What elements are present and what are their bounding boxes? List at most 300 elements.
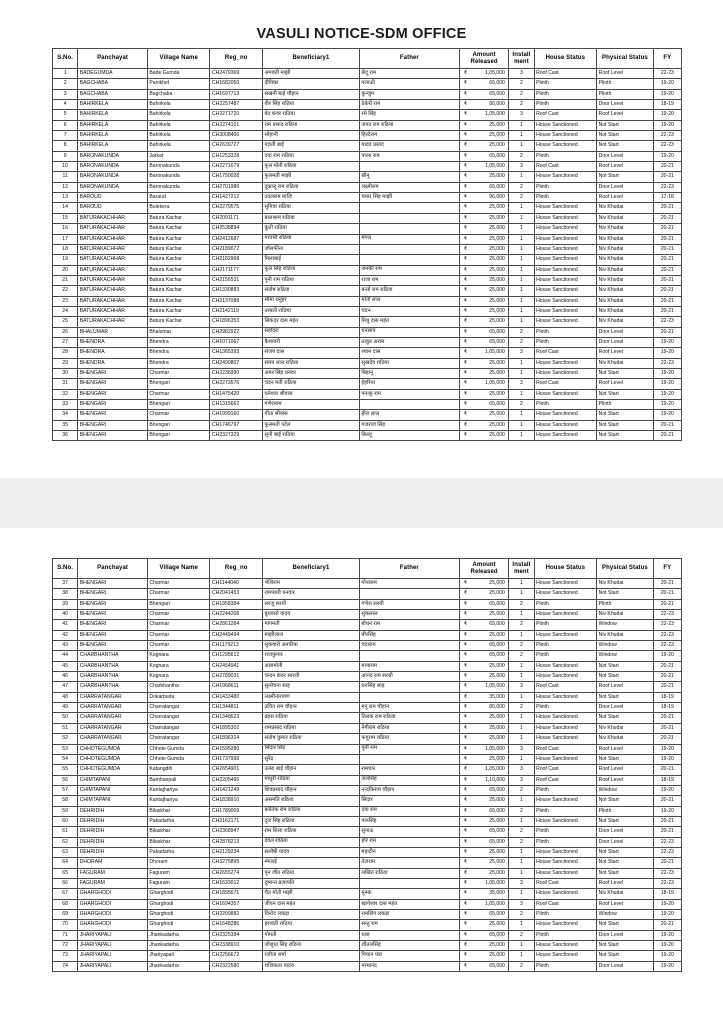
- cell-sno: 58: [53, 796, 78, 806]
- table-row: [53, 172, 682, 182]
- cell-fy: 20-21: [653, 599, 681, 609]
- table-row: [53, 713, 682, 723]
- cell-village: Bhengari: [147, 431, 210, 441]
- cell-amount-released: [459, 317, 508, 327]
- cell-amount-released: [459, 672, 508, 682]
- cell-father: नेगीराम राठिया: [359, 723, 459, 733]
- cell-panchayat: CHARBHANTHA: [78, 682, 148, 692]
- cell-village: Jhariyapali: [147, 951, 210, 961]
- table-row: [53, 899, 682, 909]
- col-header-beneficiary: Beneficiary1: [262, 49, 359, 69]
- cell-fy: 19-20: [653, 744, 681, 754]
- cell-regno: CH1433480: [210, 692, 263, 702]
- currency-symbol: ₹: [463, 111, 468, 118]
- cell-beneficiary: संतोष राठिया: [262, 286, 359, 296]
- cell-amount-released: [459, 796, 508, 806]
- cell-village: Batura Kachar: [147, 275, 210, 285]
- amount-value: 25,000: [489, 287, 505, 294]
- cell-panchayat: BHENGARI: [78, 410, 148, 420]
- currency-symbol: ₹: [463, 90, 468, 97]
- cell-father: परमानंद: [359, 961, 459, 971]
- cell-village: Bhendra: [147, 358, 210, 368]
- cell-village: Batura Kachar: [147, 296, 210, 306]
- cell-panchayat: BHENGARI: [78, 431, 148, 441]
- cell-fy: 18-19: [653, 703, 681, 713]
- cell-physical-status: Door Level: [597, 100, 654, 110]
- col-header-beneficiary: Beneficiary1: [262, 559, 359, 579]
- cell-beneficiary: चंदन मती राठिया: [262, 379, 359, 389]
- cell-beneficiary: सलोषी यादव: [262, 847, 359, 857]
- table-row: [53, 920, 682, 930]
- cell-beneficiary: गीता श्रीवास: [262, 410, 359, 420]
- cell-installment: 1: [509, 692, 534, 702]
- cell-installment: 2: [509, 151, 534, 161]
- table-row: [53, 889, 682, 899]
- cell-fy: 19-20: [653, 379, 681, 389]
- cell-father: दया राम: [359, 806, 459, 816]
- cell-village: Pakadarha: [147, 816, 210, 826]
- cell-father: मोती लाल: [359, 296, 459, 306]
- cell-installment: 1: [509, 713, 534, 723]
- cell-beneficiary: धनेश्वर श्रीवास: [262, 389, 359, 399]
- cell-father: चमार सिंह माझी: [359, 193, 459, 203]
- cell-beneficiary: समय लाल राठिया: [262, 358, 359, 368]
- currency-symbol: ₹: [463, 859, 468, 866]
- cell-fy: 19-20: [653, 785, 681, 795]
- cell-village: Chhote Gumda: [147, 744, 210, 754]
- cell-panchayat: BHENDRA: [78, 337, 148, 347]
- cell-installment: 3: [509, 348, 534, 358]
- cell-installment: 1: [509, 723, 534, 733]
- cell-installment: 2: [509, 641, 534, 651]
- cell-regno: CH1968611: [210, 682, 263, 692]
- cell-regno: CH2273576: [210, 379, 263, 389]
- cell-beneficiary: गोमती: [262, 930, 359, 940]
- cell-regno: CH2189072: [210, 244, 263, 254]
- cell-installment: 1: [509, 306, 534, 316]
- cell-physical-status: Window: [597, 620, 654, 630]
- cell-installment: 2: [509, 930, 534, 940]
- cell-amount-released: [459, 899, 508, 909]
- cell-amount-released: [459, 368, 508, 378]
- cell-physical-status: Roof Level: [597, 348, 654, 358]
- cell-amount-released: [459, 141, 508, 151]
- cell-regno: CH2322580: [210, 961, 263, 971]
- cell-house-status: Roof Cast: [534, 775, 597, 785]
- cell-installment: 2: [509, 806, 534, 816]
- cell-fy: 20-21: [653, 265, 681, 275]
- col-header-regno: Reg_no: [210, 49, 263, 69]
- cell-father: राजा राम: [359, 275, 459, 285]
- col-header-panchayat: Panchayat: [78, 49, 148, 69]
- cell-physical-status: Roof Level: [597, 765, 654, 775]
- cell-physical-status: Niv Khudai: [597, 296, 654, 306]
- cell-panchayat: BAHIRKELA: [78, 131, 148, 141]
- cell-beneficiary: रंजीता शर्मा: [262, 951, 359, 961]
- amount-value: 1,05,000: [485, 70, 505, 76]
- cell-installment: 1: [509, 589, 534, 599]
- cell-regno: CH1344811: [210, 703, 263, 713]
- cell-amount-released: [459, 110, 508, 120]
- amount-value: 65,000: [489, 828, 505, 835]
- cell-physical-status: Roof Level: [597, 878, 654, 888]
- cell-house-status: Plinth: [534, 151, 597, 161]
- cell-regno: CH2479369: [210, 69, 263, 79]
- table-row: [53, 682, 682, 692]
- cell-fy: 22-23: [653, 847, 681, 857]
- cell-installment: 1: [509, 796, 534, 806]
- cell-amount-released: [459, 930, 508, 940]
- cell-physical-status: Not Start: [597, 120, 654, 130]
- cell-amount-released: [459, 410, 508, 420]
- cell-sno: 53: [53, 744, 78, 754]
- cell-father: चंदन: [359, 306, 459, 316]
- cell-fy: 19-20: [653, 899, 681, 909]
- cell-house-status: House Sanctioned: [534, 431, 597, 441]
- cell-installment: 2: [509, 89, 534, 99]
- cell-house-status: Roof Cast: [534, 69, 597, 79]
- cell-installment: 3: [509, 878, 534, 888]
- cell-sno: 24: [53, 306, 78, 316]
- cell-panchayat: BHENGARI: [78, 389, 148, 399]
- col-header-fy: FY: [653, 49, 681, 69]
- cell-amount-released: [459, 400, 508, 410]
- cell-installment: 1: [509, 420, 534, 430]
- cell-sno: 71: [53, 930, 78, 940]
- currency-symbol: ₹: [463, 256, 468, 263]
- cell-house-status: House Sanctioned: [534, 579, 597, 589]
- cell-fy: 20-21: [653, 589, 681, 599]
- table-row: [53, 661, 682, 671]
- amount-value: 65,000: [489, 931, 505, 938]
- cell-village: Gharghodi: [147, 889, 210, 899]
- cell-village: Bamhanpali: [147, 775, 210, 785]
- cell-physical-status: Not Start: [597, 389, 654, 399]
- cell-sno: 69: [53, 910, 78, 920]
- cell-installment: 1: [509, 131, 534, 141]
- cell-sno: 41: [53, 620, 78, 630]
- table-row: [53, 337, 682, 347]
- cell-beneficiary: रामप्यारी धनवार: [262, 589, 359, 599]
- cell-panchayat: GHARGHODI: [78, 889, 148, 899]
- cell-panchayat: BATURAKACHHAR: [78, 224, 148, 234]
- cell-fy: 20-21: [653, 224, 681, 234]
- currency-symbol: ₹: [463, 962, 468, 969]
- col-header-amount-line1: Amount: [472, 562, 496, 569]
- table-row: [53, 765, 682, 775]
- cell-house-status: Plinth: [534, 837, 597, 847]
- table-row: [53, 878, 682, 888]
- currency-symbol: ₹: [463, 807, 468, 814]
- cell-sno: 55: [53, 765, 78, 775]
- cell-amount-released: [459, 713, 508, 723]
- cell-installment: 1: [509, 275, 534, 285]
- cell-physical-status: Niv Khudai: [597, 213, 654, 223]
- cell-house-status: Plinth: [534, 930, 597, 940]
- cell-house-status: Plinth: [534, 785, 597, 795]
- cell-regno: CH2982922: [210, 327, 263, 337]
- currency-symbol: ₹: [463, 848, 468, 855]
- cell-amount-released: [459, 389, 508, 399]
- amount-value: 25,000: [489, 297, 505, 304]
- cell-panchayat: FAGURAM: [78, 878, 148, 888]
- cell-village: Charmar: [147, 641, 210, 651]
- cell-sno: 65: [53, 868, 78, 878]
- cell-regno: CH2454941: [210, 661, 263, 671]
- cell-installment: 2: [509, 703, 534, 713]
- cell-fy: 19-20: [653, 348, 681, 358]
- cell-fy: 22-23: [653, 131, 681, 141]
- cell-fy: 19-20: [653, 754, 681, 764]
- cell-physical-status: Niv Khudai: [597, 234, 654, 244]
- cell-regno: CH1838910: [210, 796, 263, 806]
- cell-regno: CH2209882: [210, 910, 263, 920]
- cell-sno: 68: [53, 899, 78, 909]
- currency-symbol: ₹: [463, 421, 468, 428]
- table-body-page-1: [53, 69, 682, 441]
- cell-house-status: Plinth: [534, 620, 597, 630]
- header-row: [53, 559, 682, 579]
- cell-regno: CH1682050: [210, 79, 263, 89]
- amount-value: 25,000: [489, 848, 505, 855]
- cell-regno: CH1633012: [210, 878, 263, 888]
- cell-beneficiary: कुंती राठिया: [262, 224, 359, 234]
- cell-house-status: House Sanctioned: [534, 368, 597, 378]
- cell-village: Bilaskhar: [147, 827, 210, 837]
- cell-house-status: House Sanctioned: [534, 275, 597, 285]
- cell-fy: 22-23: [653, 620, 681, 630]
- currency-symbol: ₹: [463, 580, 468, 586]
- col-header-physical-status: Physical Status: [597, 49, 654, 69]
- cell-father: छेदू राम: [359, 69, 459, 79]
- cell-panchayat: BARONAKUNDA: [78, 162, 148, 172]
- cell-village: Pakadarha: [147, 847, 210, 857]
- cell-sno: 73: [53, 951, 78, 961]
- cell-installment: 1: [509, 203, 534, 213]
- cell-sno: 15: [53, 213, 78, 223]
- amount-value: 25,000: [489, 590, 505, 597]
- cell-sno: 1: [53, 69, 78, 79]
- col-header-installment-line2: ment: [514, 58, 529, 65]
- cell-house-status: House Sanctioned: [534, 265, 597, 275]
- cell-amount-released: [459, 120, 508, 130]
- amount-value: 25,000: [489, 942, 505, 949]
- cell-father: कुन्जुम: [359, 89, 459, 99]
- cell-father: जलसिंह: [359, 775, 459, 785]
- vasuli-table-page-2: [52, 558, 682, 972]
- cell-village: Jhankadarha: [147, 961, 210, 971]
- cell-village: Bilaskhar: [147, 837, 210, 847]
- cell-sno: 35: [53, 420, 78, 430]
- cell-installment: 1: [509, 579, 534, 589]
- cell-village: Batura Kachar: [147, 286, 210, 296]
- cell-panchayat: BATURAKACHHAR: [78, 265, 148, 275]
- cell-panchayat: BATURAKACHHAR: [78, 255, 148, 265]
- cell-physical-status: Plinth: [597, 806, 654, 816]
- amount-value: 65,000: [489, 90, 505, 97]
- cell-amount-released: [459, 69, 508, 79]
- cell-panchayat: BHENGARI: [78, 599, 148, 609]
- cell-beneficiary: गणेशराम: [262, 400, 359, 410]
- cell-fy: 22-23: [653, 317, 681, 327]
- cell-physical-status: Niv Khudai: [597, 224, 654, 234]
- cell-beneficiary: उचित राम चौहान: [262, 703, 359, 713]
- cell-sno: 37: [53, 579, 78, 589]
- cell-village: Bahirkela: [147, 131, 210, 141]
- cell-regno: CH1896353: [210, 317, 263, 327]
- cell-amount-released: [459, 692, 508, 702]
- cell-installment: 1: [509, 941, 534, 951]
- cell-village: Kognara: [147, 651, 210, 661]
- cell-house-status: Roof Cast: [534, 899, 597, 909]
- cell-amount-released: [459, 348, 508, 358]
- cell-panchayat: CHARBHANTHA: [78, 661, 148, 671]
- cell-installment: 1: [509, 661, 534, 671]
- cell-beneficiary: सुरेंद्र: [262, 754, 359, 764]
- cell-fy: 20-21: [653, 672, 681, 682]
- cell-regno: CH1179213: [210, 641, 263, 651]
- table-row: [53, 672, 682, 682]
- cell-amount-released: [459, 131, 508, 141]
- cell-panchayat: BARONAKUNDA: [78, 151, 148, 161]
- cell-panchayat: CHHOTEGUMDA: [78, 765, 148, 775]
- cell-house-status: Plinth: [534, 641, 597, 651]
- cell-father: हेहरिया: [359, 379, 459, 389]
- cell-panchayat: BHENGARI: [78, 368, 148, 378]
- cell-regno: CH1746797: [210, 420, 263, 430]
- table-row: [53, 141, 682, 151]
- amount-value: 65,000: [489, 838, 505, 845]
- cell-beneficiary: मंगलई: [262, 858, 359, 868]
- cell-regno: CH3008406: [210, 131, 263, 141]
- cell-regno: CH2274101: [210, 120, 263, 130]
- currency-symbol: ₹: [463, 631, 468, 638]
- cell-regno: CH1427212: [210, 193, 263, 203]
- cell-regno: CH1144040: [210, 579, 263, 589]
- cell-panchayat: BHENDRA: [78, 348, 148, 358]
- cell-panchayat: BHENGARI: [78, 400, 148, 410]
- cell-house-status: House Sanctioned: [534, 234, 597, 244]
- cell-father: [359, 692, 459, 702]
- cell-panchayat: BATURAKACHHAR: [78, 296, 148, 306]
- cell-father: महाटीन: [359, 847, 459, 857]
- cell-regno: CH1475420: [210, 389, 263, 399]
- cell-house-status: Plinth: [534, 651, 597, 661]
- cell-regno: CH2368947: [210, 827, 263, 837]
- cell-house-status: Roof Cast: [534, 765, 597, 775]
- cell-fy: 22-23: [653, 878, 681, 888]
- cell-beneficiary: जोशुधा सिंह राठिया: [262, 941, 359, 951]
- amount-value: 25,000: [489, 411, 505, 418]
- cell-fy: 20-21: [653, 275, 681, 285]
- cell-beneficiary: अमर सिंह धनवर: [262, 368, 359, 378]
- cell-sno: 42: [53, 630, 78, 640]
- cell-installment: 2: [509, 400, 534, 410]
- amount-value: 65,000: [489, 786, 505, 793]
- currency-symbol: ₹: [463, 287, 468, 294]
- col-header-father: Father: [359, 559, 459, 579]
- cell-regno: CH2171177: [210, 265, 263, 275]
- cell-regno: CH2789031: [210, 672, 263, 682]
- cell-beneficiary: जोसफीना: [262, 244, 359, 254]
- cell-house-status: Plinth: [534, 961, 597, 971]
- cell-father: बीरसिंह: [359, 630, 459, 640]
- amount-value: 35,000: [489, 693, 505, 700]
- cell-village: Bahirkela: [147, 120, 210, 130]
- cell-regno: CH2279575: [210, 203, 263, 213]
- cell-regno: CH2449494: [210, 630, 263, 640]
- cell-amount-released: [459, 234, 508, 244]
- cell-beneficiary: हरावती राठिया: [262, 920, 359, 930]
- amount-value: 25,000: [489, 662, 505, 669]
- cell-house-status: Plinth: [534, 910, 597, 920]
- table-row: [53, 641, 682, 651]
- amount-value: 1,05,000: [485, 163, 505, 170]
- cell-village: Gharghodi: [147, 920, 210, 930]
- cell-father: धनसिंह साह: [359, 682, 459, 692]
- amount-value: 65,000: [489, 328, 505, 335]
- amount-value: 25,000: [489, 755, 505, 762]
- table-row: [53, 651, 682, 661]
- cell-panchayat: CHARRATANGAR: [78, 703, 148, 713]
- cell-house-status: House Sanctioned: [534, 713, 597, 723]
- cell-fy: 20-21: [653, 420, 681, 430]
- table-row: [53, 816, 682, 826]
- cell-father: मिथु दास महंत: [359, 317, 459, 327]
- cell-village: Baronakunda: [147, 182, 210, 192]
- cell-house-status: Plinth: [534, 337, 597, 347]
- amount-value: 1,05,000: [485, 349, 505, 356]
- cell-house-status: House Sanctioned: [534, 296, 597, 306]
- cell-installment: 2: [509, 651, 534, 661]
- cell-house-status: Plinth: [534, 599, 597, 609]
- currency-symbol: ₹: [463, 642, 468, 649]
- cell-village: Charmar: [147, 579, 210, 589]
- cell-fy: 20-21: [653, 431, 681, 441]
- cell-installment: 3: [509, 775, 534, 785]
- cell-father: ठाकुर अराम: [359, 337, 459, 347]
- cell-regno: CH2091171: [210, 213, 263, 223]
- cell-regno: CH2861284: [210, 620, 263, 630]
- header-row: [53, 49, 682, 69]
- cell-father: जनकी राम: [359, 265, 459, 275]
- cell-sno: 34: [53, 410, 78, 420]
- amount-value: 25,000: [489, 173, 505, 180]
- cell-fy: 20-21: [653, 296, 681, 306]
- cell-physical-status: Not Start: [597, 368, 654, 378]
- amount-value: 25,000: [489, 631, 505, 638]
- table-row: [53, 234, 682, 244]
- cell-village: Charmar: [147, 620, 210, 630]
- cell-physical-status: Door Level: [597, 703, 654, 713]
- cell-panchayat: BHENGARI: [78, 620, 148, 630]
- currency-symbol: ₹: [463, 163, 468, 170]
- cell-physical-status: Not Start: [597, 131, 654, 141]
- cell-father: सन्तु राम: [359, 920, 459, 930]
- cell-panchayat: BARONAKUNDA: [78, 172, 148, 182]
- cell-amount-released: [459, 785, 508, 795]
- cell-amount-released: [459, 213, 508, 223]
- cell-regno: CH1595280: [210, 744, 263, 754]
- cell-house-status: House Sanctioned: [534, 306, 597, 316]
- table-row: [53, 400, 682, 410]
- cell-fy: 19-20: [653, 651, 681, 661]
- cell-house-status: House Sanctioned: [534, 172, 597, 182]
- table-row: [53, 930, 682, 940]
- cell-amount-released: [459, 723, 508, 733]
- table-row: [53, 244, 682, 254]
- cell-amount-released: [459, 847, 508, 857]
